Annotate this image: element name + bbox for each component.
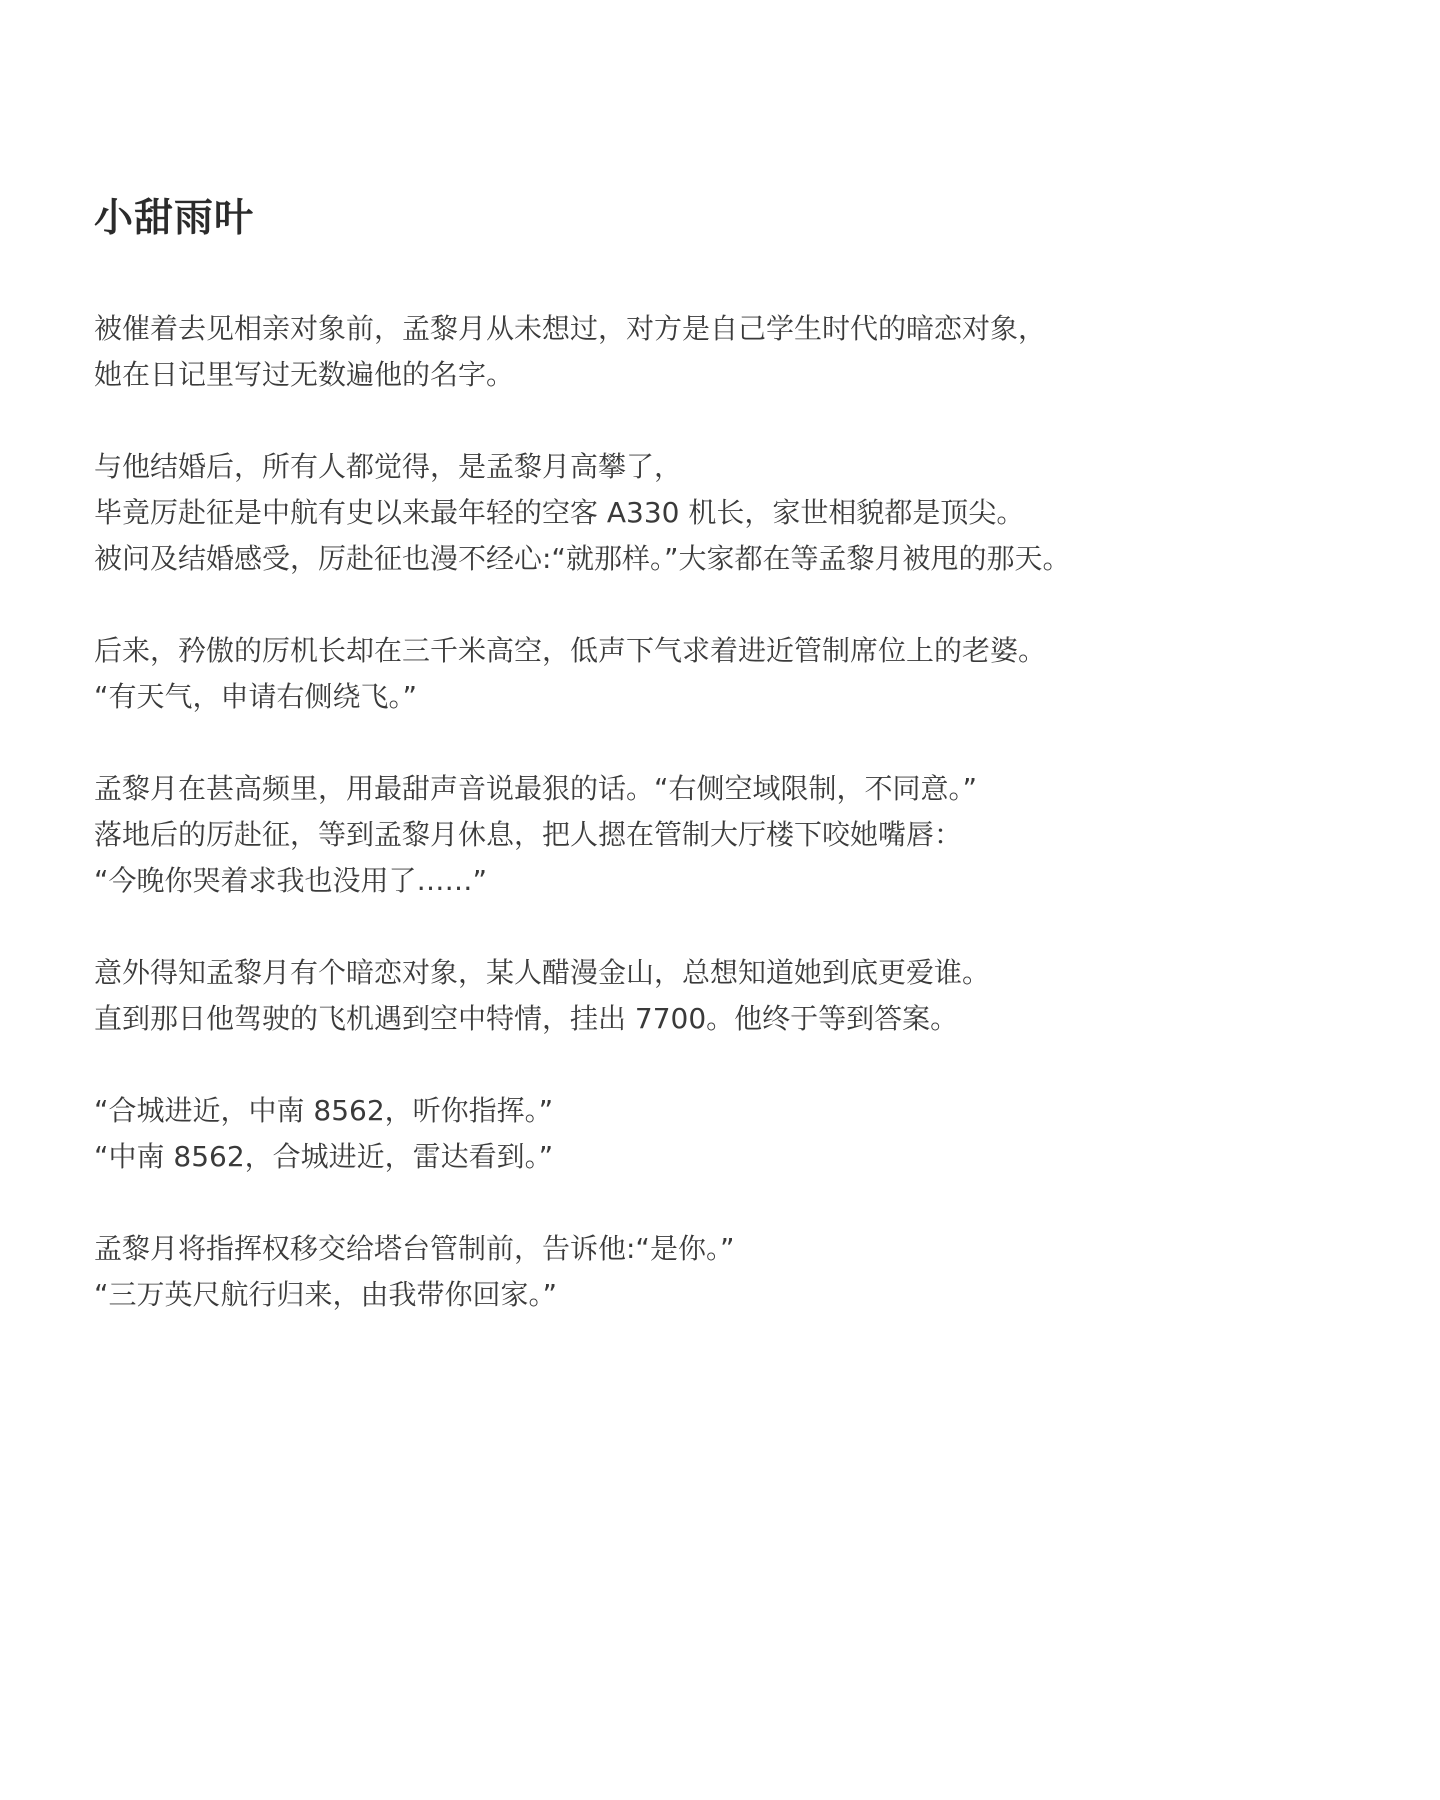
paragraph-6 bbox=[94, 1088, 1414, 1180]
text-line: 意外得知孟黎月有个暗恋对象，某人醋漫金山，总想知道她到底更爱谁。 bbox=[94, 956, 991, 989]
text-line: 与他结婚后，所有人都觉得，是孟黎月高攀了， bbox=[94, 450, 683, 483]
paragraph-4 bbox=[94, 766, 1414, 904]
text-line: 孟黎月将指挥权移交给塔台管制前，告诉他:“是你。” bbox=[94, 1232, 735, 1265]
text-line: “合城进近，中南 8562，听你指挥。” bbox=[94, 1094, 554, 1127]
text-line: “三万英尺航行归来，由我带你回家。” bbox=[94, 1278, 558, 1311]
paragraph-2 bbox=[94, 444, 1414, 582]
text-line: 后来，矜傲的厉机长却在三千米高空，低声下气求着进近管制席位上的老婆。 bbox=[94, 634, 1047, 667]
paragraph-1 bbox=[94, 306, 1414, 398]
text-line: 落地后的厉赴征，等到孟黎月休息，把人摁在管制大厅楼下咬她嘴唇： bbox=[94, 818, 963, 851]
text-line: 直到那日他驾驶的飞机遇到空中特情，挂出 7700。他终于等到答案。 bbox=[94, 1002, 959, 1035]
text-line: 毕竟厉赴征是中航有史以来最年轻的空客 A330 机长，家世相貌都是顶尖。 bbox=[94, 496, 1025, 529]
text-line: 被催着去见相亲对象前，孟黎月从未想过，对方是自己学生时代的暗恋对象， bbox=[94, 312, 1047, 345]
text-line: “中南 8562，合城进近，雷达看到。” bbox=[94, 1140, 554, 1173]
text-line: “今晚你哭着求我也没用了……” bbox=[94, 864, 488, 897]
text-line: “有天气，申请右侧绕飞。” bbox=[94, 680, 418, 713]
paragraph-3 bbox=[94, 628, 1414, 720]
paragraph-5 bbox=[94, 950, 1414, 1042]
story-body bbox=[94, 306, 1414, 1318]
document-page bbox=[94, 196, 1414, 1364]
text-line: 她在日记里写过无数遍他的名字。 bbox=[94, 358, 515, 391]
text-line: 孟黎月在甚高频里，用最甜声音说最狠的话。“右侧空域限制，不同意。” bbox=[94, 772, 978, 805]
text-line: 被问及结婚感受，厉赴征也漫不经心:“就那样。”大家都在等孟黎月被甩的那天。 bbox=[94, 542, 1071, 575]
page-title: 小甜雨叶 bbox=[94, 196, 255, 241]
paragraph-7 bbox=[94, 1226, 1414, 1318]
